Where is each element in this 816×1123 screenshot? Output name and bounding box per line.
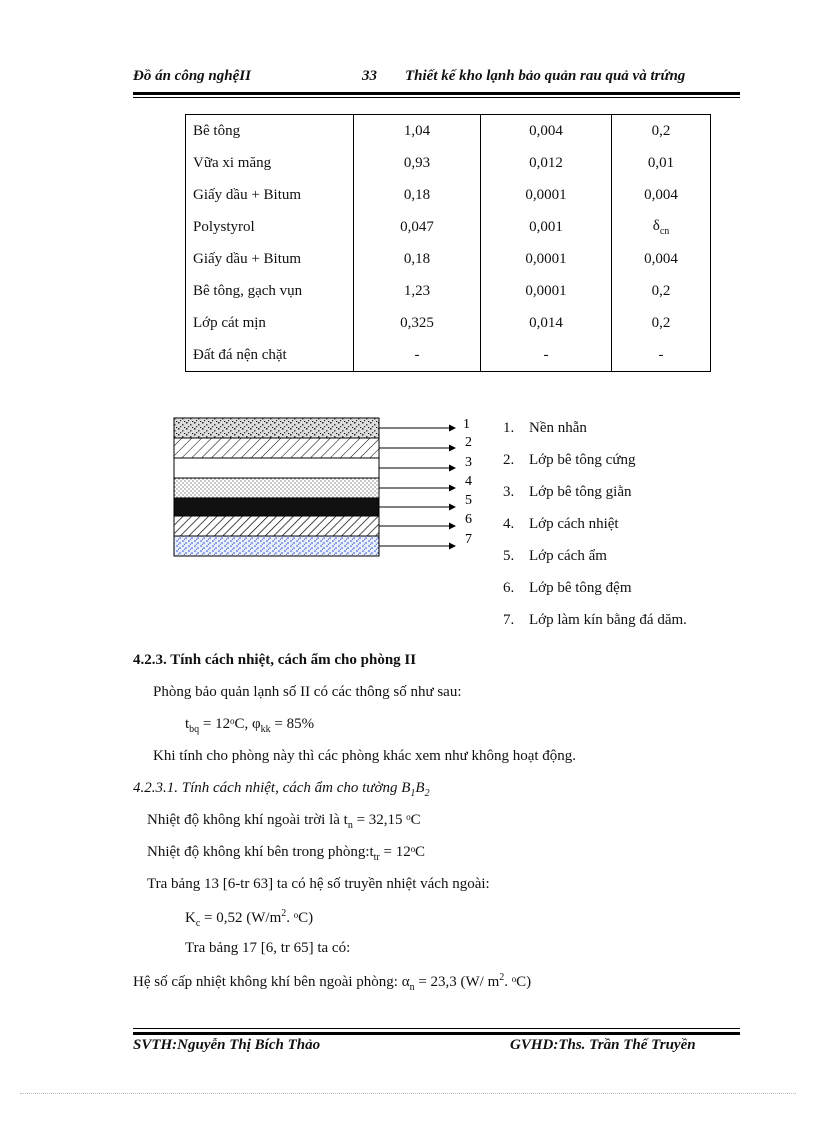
- legend-item: 5. Lớp cách ẩm: [503, 548, 607, 564]
- vapor-permeability: 0,004: [481, 115, 612, 148]
- vapor-permeability: 0,012: [481, 147, 612, 179]
- material-name: Bê tông: [186, 115, 354, 148]
- table17-reference: Tra bảng 17 [6, tr 65] ta có:: [185, 940, 351, 956]
- floor-layers-diagram: [170, 410, 480, 560]
- table-row: [186, 243, 711, 275]
- layer-thickness: -: [612, 339, 711, 372]
- room-parameters: $t_{bq}$ = 12ᵒC, $\varphi_{kk} = 85\%$: [185, 716, 315, 735]
- material-name: Vữa xi măng: [186, 147, 354, 179]
- layer-thickness: 0,2: [612, 115, 711, 148]
- header-right: Thiết kế kho lạnh bảo quản rau quả và trứng: [405, 68, 686, 84]
- vapor-permeability: 0,014: [481, 307, 612, 339]
- callout-4: 4: [465, 474, 472, 489]
- table-row: [186, 179, 711, 211]
- callout-2: 2: [465, 435, 472, 450]
- table-row: [186, 147, 711, 179]
- table-row: [186, 275, 711, 307]
- footer-advisor: GVHD:Ths. Trần Thế Truyền: [510, 1037, 696, 1053]
- thermal-conductivity: -: [354, 339, 481, 372]
- outside-temperature: Nhiệt độ không khí ngoài trời là $t_n = 32,15$ ᵒC: [147, 812, 421, 831]
- table-row: [186, 115, 711, 148]
- vapor-permeability: -: [481, 339, 612, 372]
- material-name: Đất đá nện chặt: [186, 339, 354, 372]
- thermal-conductivity: 0,047: [354, 211, 481, 243]
- material-name: Giấy dầu + Bitum: [186, 179, 354, 211]
- subsection-heading: 4.2.3.1. Tính cách nhiệt, cách ẩm cho tường $B_1B_2$: [133, 780, 430, 799]
- layer-thickness: 0,2: [612, 307, 711, 339]
- material-name: Bê tông, gạch vụn: [186, 275, 354, 307]
- layer-1: [174, 418, 379, 438]
- material-name: Giấy dầu + Bitum: [186, 243, 354, 275]
- callout-5: 5: [465, 493, 472, 508]
- header-rule: [133, 92, 740, 95]
- table-row: [186, 307, 711, 339]
- vapor-permeability: 0,0001: [481, 243, 612, 275]
- layer-2: [174, 438, 379, 458]
- section-heading: 4.2.3. Tính cách nhiệt, cách ẩm cho phòng II: [133, 652, 417, 668]
- material-name: Lớp cát mịn: [186, 307, 354, 339]
- callout-1: 1: [463, 417, 470, 432]
- page-number: 33: [362, 68, 377, 84]
- table-row: [186, 339, 711, 372]
- callout-3: 3: [465, 455, 472, 470]
- header-rule-thin: [133, 97, 740, 98]
- thermal-conductivity: 0,18: [354, 179, 481, 211]
- layer-5: [174, 498, 379, 516]
- vapor-permeability: 0,001: [481, 211, 612, 243]
- layer-thickness: 0,2: [612, 275, 711, 307]
- footer-rule-thin: [133, 1028, 740, 1029]
- layer-thickness: 0,004: [612, 179, 711, 211]
- legend-item: 4. Lớp cách nhiệt: [503, 516, 619, 532]
- intro-text: Phòng bảo quản lạnh số II có các thông số như sau:: [153, 684, 462, 700]
- thermal-conductivity: 1,04: [354, 115, 481, 148]
- layer-3: [174, 458, 379, 478]
- note-text: Khi tính cho phòng này thì các phòng khác xem như không hoạt động.: [153, 748, 577, 764]
- layer-7: [174, 536, 379, 556]
- vapor-permeability: 0,0001: [481, 179, 612, 211]
- header-left: Đồ án công nghệII: [133, 68, 251, 84]
- legend-item: 3. Lớp bê tông giằn: [503, 484, 632, 500]
- thermal-conductivity: 0,325: [354, 307, 481, 339]
- legend-item: 1. Nền nhẵn: [503, 420, 587, 436]
- legend-item: 7. Lớp làm kín bằng đá dăm.: [503, 612, 687, 628]
- thermal-conductivity: 0,18: [354, 243, 481, 275]
- outside-heat-coefficient: Hệ số cấp nhiệt không khí bên ngoài phòng: $\alpha_n = 23,3$ (W/ $m^2$. ᵒC): [133, 972, 532, 993]
- thermal-conductivity: 1,23: [354, 275, 481, 307]
- layer-thickness: 0,004: [612, 243, 711, 275]
- inside-temperature: Nhiệt độ không khí bên trong $phòng:t_{tr}$ = 12ᵒC: [147, 844, 426, 863]
- page-edge-divider: [20, 1093, 796, 1094]
- legend-item: 6. Lớp bê tông đệm: [503, 580, 632, 596]
- material-properties-table: [185, 114, 711, 372]
- layer-thickness: 0,01: [612, 147, 711, 179]
- layer-6: [174, 516, 379, 536]
- material-name: Polystyrol: [186, 211, 354, 243]
- legend-item: 2. Lớp bê tông cứng: [503, 452, 636, 468]
- table-row: [186, 211, 711, 243]
- table13-reference: Tra bảng 13 [6-tr 63] ta có hệ số truyền nhiệt vách ngoài:: [147, 876, 490, 892]
- callout-7: 7: [465, 532, 472, 547]
- vapor-permeability: 0,0001: [481, 275, 612, 307]
- footer-student: SVTH:Nguyễn Thị Bích Thảo: [133, 1037, 321, 1053]
- footer-rule: [133, 1032, 740, 1035]
- callout-6: 6: [465, 512, 472, 527]
- thermal-conductivity: 0,93: [354, 147, 481, 179]
- layer-4: [174, 478, 379, 498]
- layer-thickness: $\delta_{cn}$: [612, 211, 711, 243]
- heat-transfer-coefficient: $K_c = 0,52$ ($W/m^2$. ᵒC): [185, 908, 314, 929]
